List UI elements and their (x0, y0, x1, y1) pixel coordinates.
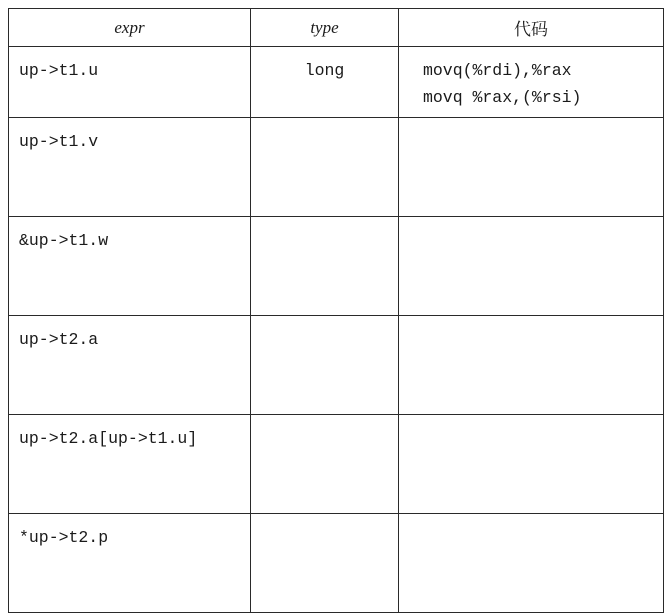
code-cell (399, 415, 664, 514)
expr-cell (9, 415, 251, 514)
type-text (251, 415, 398, 425)
expr-text: &up->t1.w (19, 231, 109, 250)
type-cell (251, 514, 399, 613)
table-row (9, 316, 664, 415)
column-header-code: 代码 (399, 9, 664, 47)
column-header-expr: expr (9, 9, 251, 47)
type-text (251, 316, 398, 326)
expr-cell (9, 118, 251, 217)
table-row (9, 415, 664, 514)
header-row (9, 9, 664, 47)
type-text (251, 118, 398, 128)
code-cell (399, 514, 664, 613)
type-cell (251, 47, 399, 118)
type-text (251, 514, 398, 524)
table-row (9, 217, 664, 316)
code-cell (399, 118, 664, 217)
expr-text: up->t1.u (19, 61, 99, 80)
expr-text: *up->t2.p (19, 528, 109, 547)
code-cell (399, 217, 664, 316)
expr-cell (9, 47, 251, 118)
expr-cell (9, 514, 251, 613)
expr-text: up->t1.v (19, 132, 99, 151)
type-text (251, 217, 398, 227)
table-row (9, 514, 664, 613)
type-cell (251, 415, 399, 514)
code-cell (399, 47, 664, 118)
expr-text: up->t2.a (19, 330, 99, 349)
type-cell (251, 316, 399, 415)
type-cell (251, 118, 399, 217)
expr-cell (9, 217, 251, 316)
expr-text: up->t2.a[up->t1.u] (19, 429, 198, 448)
type-text: long (304, 61, 345, 80)
table-row (9, 47, 664, 118)
code-cell (399, 316, 664, 415)
expression-table (8, 8, 664, 613)
expr-cell (9, 316, 251, 415)
table-row (9, 118, 664, 217)
column-header-type: type (251, 9, 399, 47)
code-line: movq(%rdi),%rax movq %rax,(%rsi) (423, 61, 582, 107)
type-cell (251, 217, 399, 316)
exercise-table-container (8, 8, 663, 595)
